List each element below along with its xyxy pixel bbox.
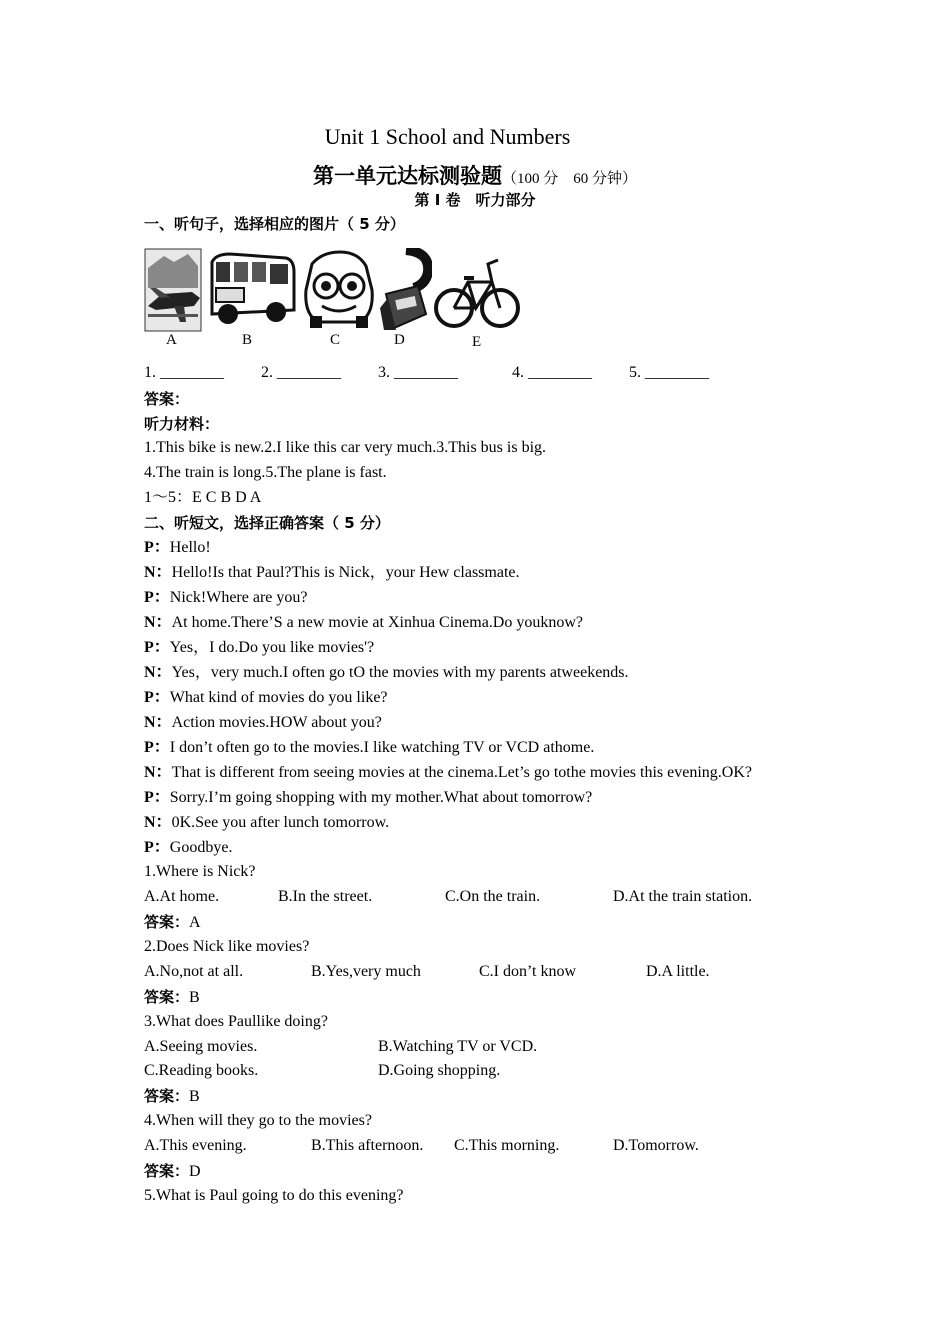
dialogue-speaker: P： — [144, 789, 170, 806]
option[interactable]: C.Reading books. — [144, 1062, 259, 1079]
dialogue-line — [144, 638, 374, 658]
option[interactable]: C.On the train. — [445, 888, 541, 905]
dialogue-line — [144, 688, 388, 708]
dialogue-line — [144, 813, 389, 833]
dialogue-speaker: P： — [144, 639, 170, 656]
option[interactable]: A.This evening. — [144, 1137, 247, 1154]
dialogue-text: What kind of movies do you like? — [169, 689, 388, 706]
dialogue-speaker: P： — [144, 539, 170, 556]
question-1: 1.Where is Nick? — [144, 863, 256, 880]
dialogue-text: Yes，I do.Do you like movies'? — [169, 639, 375, 656]
option[interactable]: D.Going shopping. — [378, 1062, 501, 1079]
picture-label-a: A — [166, 332, 177, 348]
title-english: Unit 1 School and Numbers — [324, 124, 571, 149]
dialogue-speaker: N： — [144, 764, 172, 781]
picture-row — [144, 246, 524, 352]
option[interactable]: D.At the train station. — [613, 888, 753, 905]
question-4: 4.When will they go to the movies? — [144, 1112, 372, 1129]
title-chinese-main: 第一单元达标测验题 — [312, 164, 502, 188]
option[interactable]: B.Yes,very much — [311, 963, 421, 980]
dialogue-speaker: P： — [144, 689, 170, 706]
picture-label-c: C — [330, 332, 341, 348]
dialogue-line — [144, 713, 382, 733]
answer-line — [144, 912, 201, 933]
option[interactable]: C.This morning. — [454, 1137, 560, 1154]
plane-icon — [144, 248, 202, 332]
option[interactable]: D.A little. — [646, 963, 710, 980]
option[interactable]: B.Watching TV or VCD. — [378, 1038, 538, 1055]
dialogue-speaker: N： — [144, 814, 172, 831]
dialogue-line — [144, 738, 594, 758]
picture-label-e: E — [472, 334, 482, 350]
dialogue-line — [144, 663, 629, 683]
dialogue-text: 0K.See you after lunch tomorrow. — [171, 814, 390, 831]
option[interactable]: A.Seeing movies. — [144, 1038, 258, 1055]
dialogue-speaker: N： — [144, 714, 172, 731]
answer-line — [144, 987, 200, 1008]
answer-blank-1[interactable]: 1. ________ — [144, 364, 224, 381]
material-line: 4.The train is long.5.The plane is fast. — [144, 464, 387, 481]
part1-answer-label: 答案： — [144, 390, 190, 408]
part2-heading: 二、听短文，选择正确答案（ 5 分） — [144, 514, 390, 532]
dialogue-line — [144, 538, 211, 558]
answer-label: 答案： — [144, 1162, 190, 1180]
question-5: 5.What is Paul going to do this evening? — [144, 1187, 404, 1204]
part1-answer-key: 1～5：E C B D A — [144, 489, 262, 506]
dialogue-line — [144, 763, 752, 783]
answer-value: D — [189, 1163, 201, 1180]
part1-heading: 一、听句子，选择相应的图片（ 5 分） — [144, 215, 405, 233]
option[interactable]: A.At home. — [144, 888, 220, 905]
dialogue-speaker: P： — [144, 739, 170, 756]
listening-material-label: 听力材料： — [144, 415, 220, 433]
title-chinese — [0, 160, 950, 190]
dialogue-line — [144, 788, 592, 808]
option[interactable]: D.Tomorrow. — [613, 1137, 699, 1154]
dialogue-text: Hello!Is that Paul?This is Nick，your Hew classmate. — [171, 564, 520, 581]
dialogue-speaker: N： — [144, 664, 172, 681]
dialogue-text: Nick!Where are you? — [169, 589, 308, 606]
picture-label-d: D — [394, 332, 405, 348]
answer-label: 答案： — [144, 1087, 190, 1105]
dialogue-line — [144, 838, 232, 858]
car-icon — [302, 250, 376, 330]
answer-label: 答案： — [144, 913, 190, 931]
answer-line — [144, 1086, 200, 1107]
dialogue-text: I don’t often go to the movies.I like watching TV or VCD athome. — [169, 739, 595, 756]
title-score-time: （100 分 60 分钟） — [501, 171, 637, 187]
dialogue-line — [144, 588, 307, 608]
dialogue-text: Action movies.HOW about you? — [171, 714, 382, 731]
answer-value: B — [189, 1088, 200, 1105]
dialogue-line — [144, 563, 520, 583]
dialogue-text: At home.There’S a new movie at Xinhua Cinema.Do youknow? — [171, 614, 584, 631]
dialogue-line — [144, 613, 583, 633]
train-icon — [378, 248, 432, 332]
bus-icon — [206, 252, 298, 328]
section-title: 第 I 卷 听力部分 — [414, 191, 536, 209]
question-3: 3.What does Paullike doing? — [144, 1013, 328, 1030]
option[interactable]: C.I don’t know — [479, 963, 577, 980]
bike-icon — [434, 256, 520, 330]
answer-blank-5[interactable]: 5. ________ — [629, 364, 709, 381]
answer-value: A — [189, 914, 201, 931]
answer-label: 答案： — [144, 988, 190, 1006]
dialogue-text: Hello! — [169, 539, 211, 556]
material-line: 1.This bike is new.2.I like this car very much.3.This bus is big. — [144, 439, 547, 456]
picture-label-b: B — [242, 332, 253, 348]
dialogue-text: Goodbye. — [169, 839, 233, 856]
dialogue-speaker: N： — [144, 614, 172, 631]
option[interactable]: B.This afternoon. — [311, 1137, 424, 1154]
dialogue-text: Yes，very much.I often go tO the movies with my parents atweekends. — [171, 664, 629, 681]
answer-value: B — [189, 989, 200, 1006]
answer-blank-2[interactable]: 2. ________ — [261, 364, 341, 381]
answer-blank-3[interactable]: 3. ________ — [378, 364, 458, 381]
dialogue-text: Sorry.I’m going shopping with my mother.What about tomorrow? — [169, 789, 593, 806]
question-2: 2.Does Nick like movies? — [144, 938, 310, 955]
dialogue-speaker: P： — [144, 589, 170, 606]
option[interactable]: B.In the street. — [278, 888, 373, 905]
answer-line — [144, 1161, 201, 1182]
dialogue-text: That is different from seeing movies at the cinema.Let’s go tothe movies this evening.OK? — [171, 764, 753, 781]
dialogue-speaker: N： — [144, 564, 172, 581]
option[interactable]: A.No,not at all. — [144, 963, 244, 980]
answer-blank-4[interactable]: 4. ________ — [512, 364, 592, 381]
dialogue-speaker: P： — [144, 839, 170, 856]
